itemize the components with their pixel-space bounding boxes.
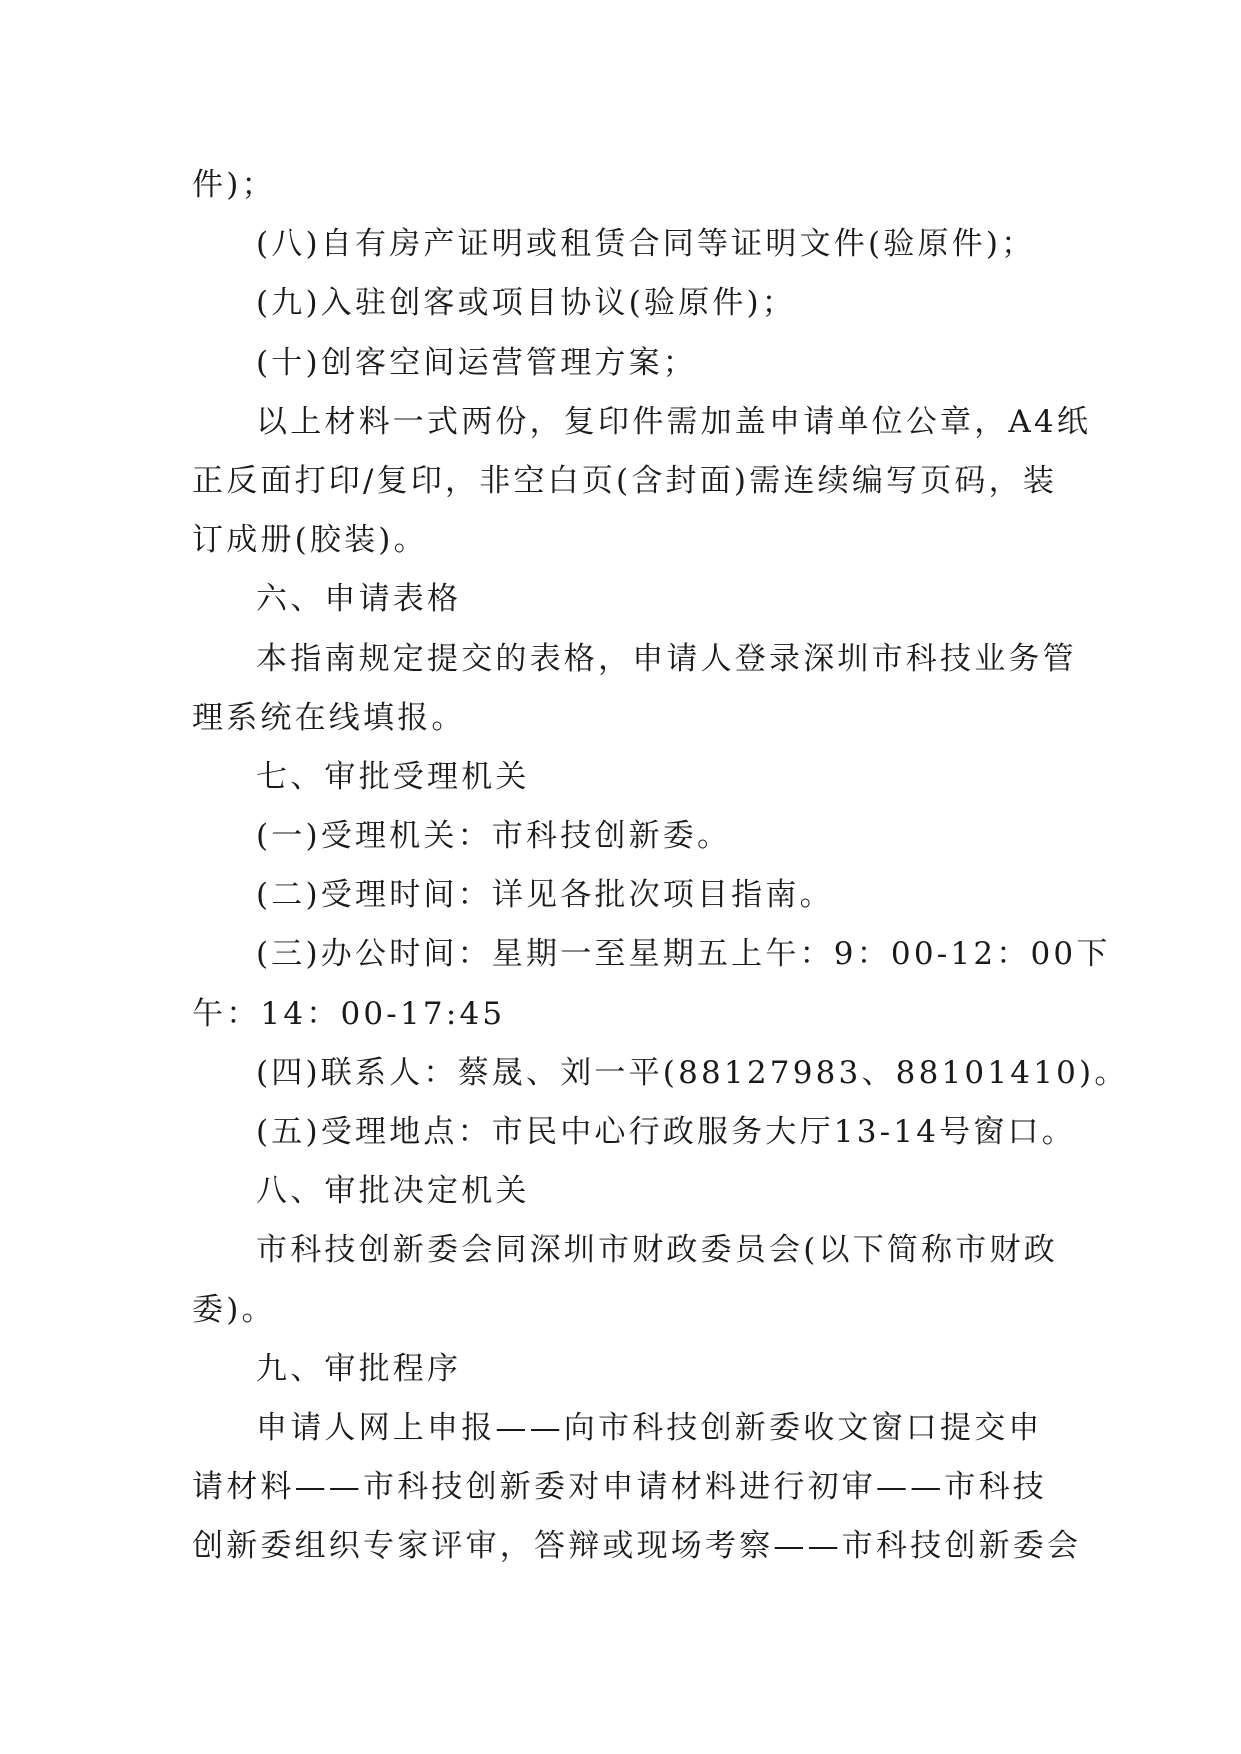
list-item-8: (八)自有房产证明或租赁合同等证明文件(验原件)； xyxy=(256,226,1036,263)
document-body xyxy=(192,156,1129,1577)
section-heading-8: 八、审批决定机关 xyxy=(256,1173,530,1210)
list-item-3: (三)办公时间：星期一至星期五上午：9：00-12：00下 xyxy=(256,936,1111,973)
paragraph-line: 委)。 xyxy=(192,1291,276,1328)
list-item-1: (一)受理机关：市科技创新委。 xyxy=(256,818,732,855)
list-item-4: (四)联系人：蔡晟、刘一平(88127983、88101410)。 xyxy=(256,1054,1129,1091)
paragraph-line: 申请人网上申报——向市科技创新委收文窗口提交申 xyxy=(256,1409,1043,1446)
section-heading-7: 七、审批受理机关 xyxy=(256,758,530,795)
list-item-2: (二)受理时间：详见各批次项目指南。 xyxy=(256,877,834,914)
paragraph-line: 以上材料一式两份，复印件需加盖申请单位公章，A4纸 xyxy=(256,403,1092,440)
paragraph-line: 午：14：00-17:45 xyxy=(192,995,506,1032)
section-heading-6: 六、申请表格 xyxy=(256,581,462,618)
paragraph-line: 订成册(胶装)。 xyxy=(192,522,428,559)
paragraph-line: 理系统在线填报。 xyxy=(192,699,466,736)
list-item-5: (五)受理地点：市民中心行政服务大厅13-14号窗口。 xyxy=(256,1114,1076,1150)
paragraph-line: 请材料——市科技创新委对申请材料进行初审——市科技 xyxy=(192,1469,1047,1506)
list-item-9: (九)入驻创客或项目协议(验原件)； xyxy=(256,285,796,322)
paragraph-line: 正反面打印/复印，非空白页(含封面)需连续编写页码，装 xyxy=(192,462,1058,499)
section-heading-9: 九、审批程序 xyxy=(256,1350,462,1387)
paragraph-line: 件)； xyxy=(192,167,276,203)
paragraph-line: 创新委组织专家评审，答辩或现场考察——市科技创新委会 xyxy=(192,1528,1082,1565)
list-item-10: (十)创客空间运营管理方案； xyxy=(256,344,697,381)
paragraph-line: 本指南规定提交的表格，申请人登录深圳市科技业务管 xyxy=(256,640,1077,677)
paragraph-line: 市科技创新委会同深圳市财政委员会(以下简称市财政 xyxy=(256,1232,1058,1269)
